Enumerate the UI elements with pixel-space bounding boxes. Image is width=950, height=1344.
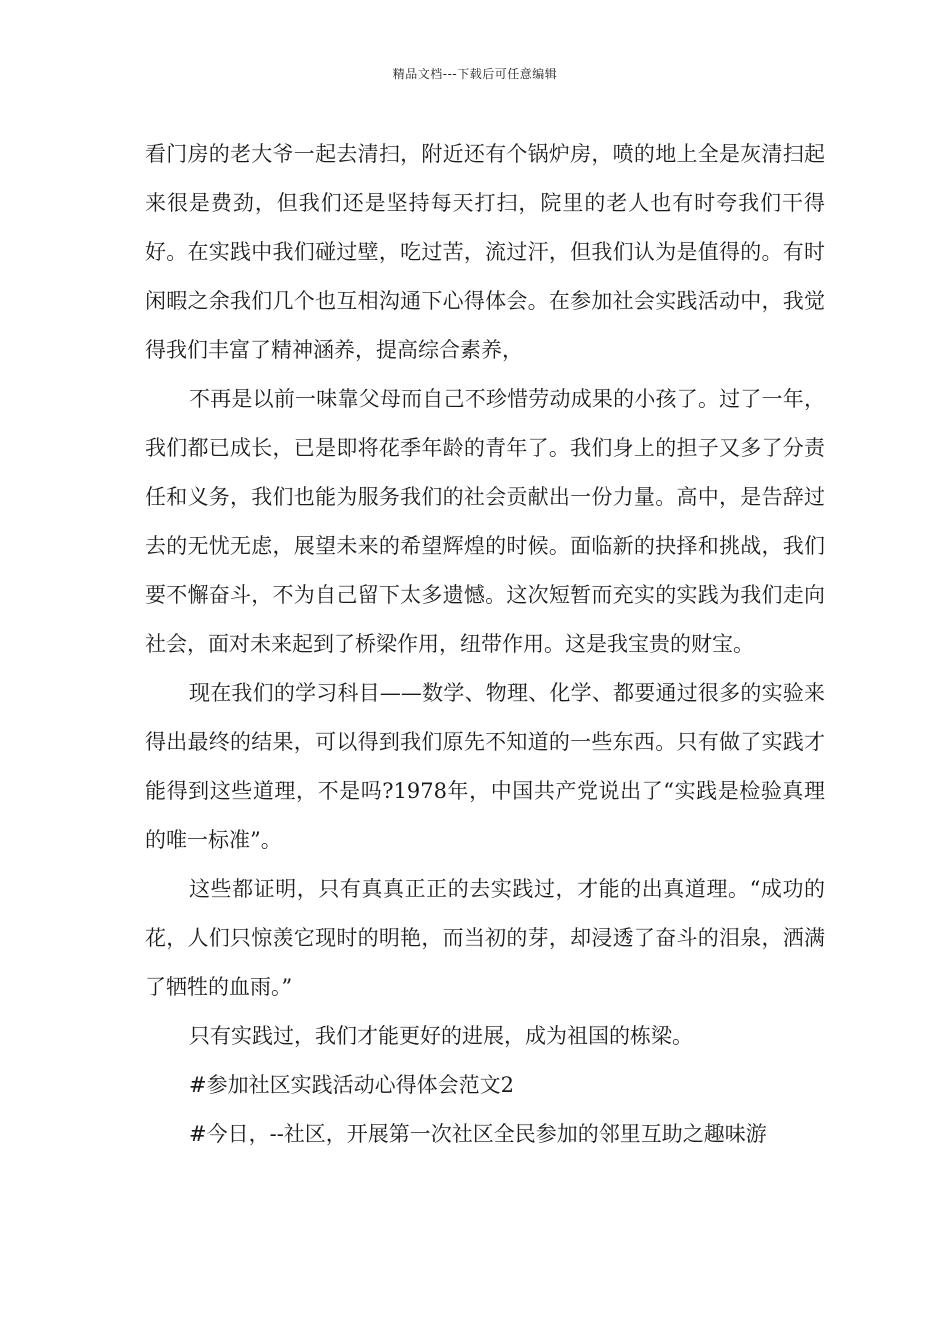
page-header: 精品文档---下载后可任意编辑: [392, 67, 558, 81]
paragraph-6: #今日，--社区，开展第一次社区全民参加的邻里互助之趣味游: [189, 1122, 767, 1146]
section-heading: #参加社区实践活动心得体会范文2: [189, 1073, 514, 1097]
paragraph-4: 这些都证明，只有真真正正的去实践过，才能的出真道理。“成功的花，人们只惊羡它现时的明艳，而当初的芽，却浸透了奋斗的泪泉，洒满了牺牲的血雨。”: [145, 877, 825, 999]
document-body: [145, 130, 825, 1159]
paragraph-2: 不再是以前一味靠父母而自己不珍惜劳动成果的小孩了。过了一年，我们都已成长，已是即将花季年龄的青年了。我们身上的担子又多了分责任和义务，我们也能为服务我们的社会贡献出一份力量。高中，是告辞过去的无忧无虑，展望未来的希望辉煌的时候。面临新的抉择和挑战，我们要不懈奋斗，不为自己留下太多遗憾。这次短暂而充实的实践为我们走向社会，面对未来起到了桥梁作用，纽带作用。这是我宝贵的财宝。: [145, 387, 825, 656]
paragraph-3: 现在我们的学习科目——数学、物理、化学、都要通过很多的实验来得出最终的结果，可以得到我们原先不知道的一些东西。只有做了实践才能得到这些道理，不是吗?1978年，中国共产党说出了“实践是检验真理的唯一标准”。: [145, 681, 825, 852]
paragraph-5: 只有实践过，我们才能更好的进展，成为祖国的栋梁。: [189, 1024, 693, 1048]
paragraph-1: 看门房的老大爷一起去清扫，附近还有个锅炉房，喷的地上全是灰清扫起来很是费劲，但我们还是坚持每天打扫，院里的老人也有时夸我们干得好。在实践中我们碰过壁，吃过苦，流过汗，但我们认为是值得的。有时闲暇之余我们几个也互相沟通下心得体会。在参加社会实践活动中，我觉得我们丰富了精神涵养，提高综合素养，: [145, 142, 825, 362]
